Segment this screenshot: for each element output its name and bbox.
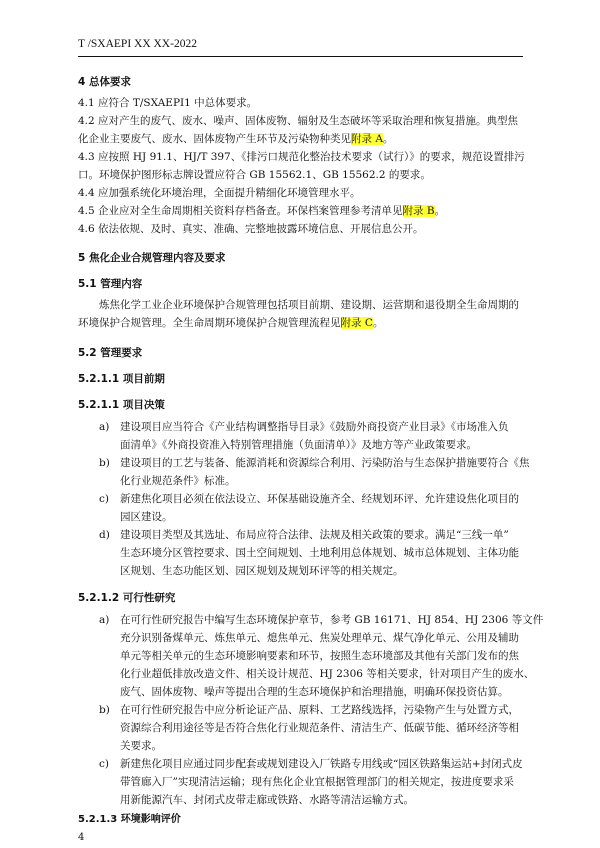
header-rule [78,56,523,57]
appendix-b-link[interactable]: 附录 B [402,205,435,217]
feas-c-line-3: 用新能源汽车、封闭式皮带走廊或铁路、水路等清洁运输方式。 [120,794,414,806]
list-marker-b: b) [99,457,110,469]
item-b-line-1: 建设项目的工艺与装备、能源消耗和资源综合利用、污染防治与生态保护措施要符合《焦 [120,457,530,469]
feas-a-line-3: 单元等相关单元的生态环境影响要素和环节，按照生态环境部及其他有关部门发布的焦 [120,650,519,662]
feas-marker-a: a) [99,614,110,626]
clause-4-2-text: 化企业主要废气、废水、固体废物产生环节及污染物种类见 [78,133,351,145]
section-5-2-title: 5.2 管理要求 [78,347,143,359]
appendix-a-link[interactable]: 附录 A [351,133,383,145]
item-d-line-2: 生态环境分区管控要求、国土空间规划、土地利用总体规划、城市总体规划、主体功能 [120,547,519,559]
feas-b-line-3: 关要求。 [120,740,162,752]
feas-c-line-1: 新建焦化项目应通过同步配套或规划建设入厂铁路专用线或“园区铁路集运站+封闭式皮 [120,758,523,770]
clause-4-4: 4.4 应加强系统化环境治理，全面提升精细化环境管理水平。 [78,187,361,199]
section-4-title: 4 总体要求 [78,76,131,88]
feas-b-line-1: 在可行性研究报告中应分析论证产品、原料、工艺路线选择，污染物产生与处置方式， [120,704,519,716]
section-5-1-line-2 [78,317,383,330]
section-feasibility-title: 5.2.1.2 可行性研究 [78,592,176,604]
clause-4-3-line-2: 口。环境保护图形标志牌设置应符合 GB 15562.1、GB 15562.2 的要求。 [78,169,431,181]
clause-4-2-line-2 [78,133,393,146]
feas-b-line-2: 资源综合利用途径等是否符合焦化行业规范条件、清洁生产、低碳节能、循环经济等相 [120,722,519,734]
feas-marker-c: c) [99,758,109,770]
item-b-line-2: 化行业规范条件》标准。 [120,475,236,487]
doc-code-header: T /SXAEPI XX XX-2022 [78,38,197,50]
section-5-2-1-1-title: 5.2.1.1 项目前期 [78,373,165,385]
item-a-line-1: 建设项目应当符合《产业结构调整指导目录》《鼓励外商投资产业目录》《市场准入负 [120,421,509,433]
page-number: 4 [78,832,85,843]
section-eia-title: 5.2.1.3 环境影响评价 [78,814,181,825]
feas-c-line-2: 带管廊入厂”实现清洁运输；现有焦化企业宜根据管理部门的相关规定，按进度要求采 [120,776,514,788]
list-marker-a: a) [99,421,110,433]
section-5-1-text: 环境保护合规管理。全生命周期环境保护合规管理流程见 [78,317,341,329]
feas-a-line-2: 充分识别备煤单元、炼焦单元、熄焦单元、焦炭处理单元、煤气净化单元、公用及辅助 [120,632,519,644]
clause-4-2-end: 。 [382,133,394,145]
clause-4-3-line-1: 4.3 应按照 HJ 91.1、HJ/T 397、《排污口规范化整治技术要求（试行）》的要求，规范设置排污 [78,151,525,163]
item-c-line-2: 园区建设。 [120,511,173,523]
section-5-1-line-1: 炼焦化学工业企业环境保护合规管理包括项目前期、建设期、运营期和退役期全生命周期的 [99,299,519,311]
clause-4-1: 4.1 应符合 T/SXAEPI1 中总体要求。 [78,97,258,109]
list-marker-c: c) [99,493,109,505]
clause-4-2-line-1: 4.2 应对产生的废气、废水、噪声、固体废物、辐射及生态破坏等采取治理和恢复措施。典型焦 [78,115,519,127]
appendix-c-link[interactable]: 附录 C [340,317,373,329]
item-d-line-1: 建设项目类型及其选址、布局应符合法律、法规及相关政策的要求。满足“三线一单” [120,529,509,541]
section-project-decision-title: 5.2.1.1 项目决策 [78,399,165,411]
item-c-line-1: 新建焦化项目必须在依法设立、环保基础设施齐全、经规划环评、允许建设焦化项目的 [120,493,519,505]
feas-a-line-4: 化行业超低排放改造文件、相关设计规范、HJ 2306 等相关要求，针对项目产生的废水、 [120,668,535,680]
feas-a-line-5: 废气、固体废物、噪声等提出合理的生态环境保护和治理措施，明确环保投资估算。 [120,686,509,698]
section-5-title: 5 焦化企业合规管理内容及要求 [78,252,226,264]
section-5-1-title: 5.1 管理内容 [78,278,143,290]
clause-4-5-end: 。 [434,205,446,217]
clause-4-6: 4.6 依法依规、及时、真实、准确、完整地披露环境信息、开展信息公开。 [78,223,424,235]
feas-a-line-1: 在可行性研究报告中编写生态环境保护章节，参考 GB 16171、HJ 854、HJ 2306 等文件 [120,614,544,626]
clause-4-5 [78,205,445,218]
item-d-line-3: 区规划、生态功能区划、园区规划及规划环评等的相关规定。 [120,565,404,577]
section-5-1-end: 。 [372,317,384,329]
item-a-line-2: 面清单》《外商投资准入特别管理措施（负面清单）》及地方等产业政策要求。 [120,439,477,451]
clause-4-5-text: 4.5 企业应对全生命周期相关资料存档备查。环保档案管理参考清单见 [78,205,403,217]
feas-marker-b: b) [99,704,110,716]
list-marker-d: d) [99,529,110,541]
